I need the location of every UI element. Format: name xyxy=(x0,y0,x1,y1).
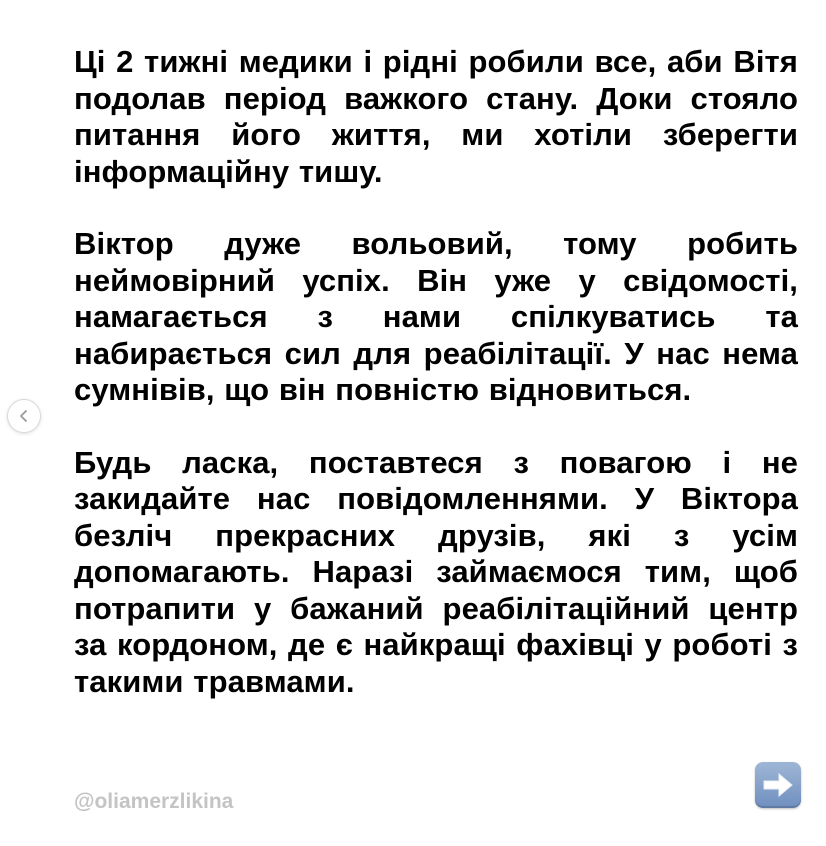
paragraph-1: Ці 2 тижні медики і рідні робили все, аби Вітя подолав період важкого стану. Доки стояло питання його життя, ми хотіли зберегти інформаційну тишу. xyxy=(74,44,798,189)
paragraph-3: Будь ласка, поставтеся з повагою і не закидайте нас повідомленнями. У Віктора безліч прекрасних друзів, які з усім допомагають. Наразі займаємося тим, щоб потрапити у бажаний реабілітаційний центр за кордоном, де є найкращі фахівці у роботі з такими травмами. xyxy=(74,444,798,699)
post-text-content xyxy=(74,44,798,700)
previous-slide-button[interactable] xyxy=(7,399,41,433)
chevron-left-icon xyxy=(17,409,31,423)
paragraph-2: Віктор дуже вольовий, тому робить неймовірний успіх. Він уже у свідомості, намагається з нами спілкуватись та набирається сил для реабілітації. У нас нема сумнівів, що він повністю відновиться. xyxy=(74,226,798,407)
right-arrow-emoji-icon xyxy=(755,762,801,808)
author-handle: @oliamerzlikina xyxy=(74,790,234,813)
